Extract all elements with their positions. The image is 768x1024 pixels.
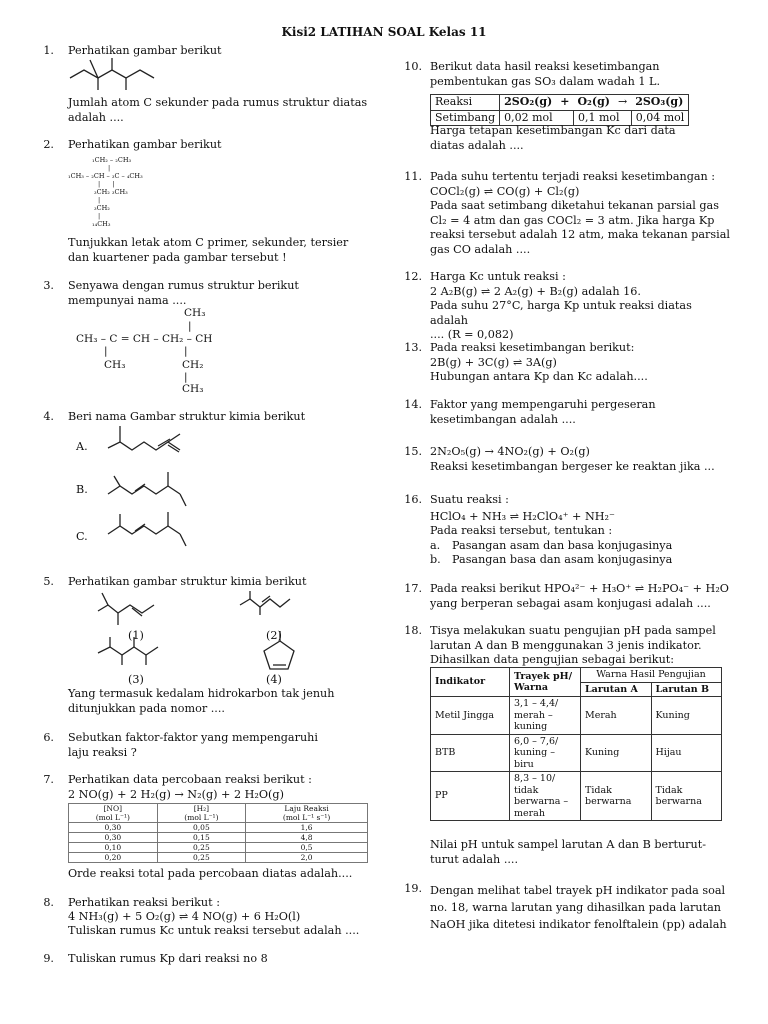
question-prompt: Tunjukkan letak atom C primer, sekunder, tersier dan kuartener pada gambar tersebut ! bbox=[68, 236, 349, 264]
question-text: Beri nama Gambar struktur kimia berikut bbox=[68, 410, 306, 423]
structure-line: ₁₄CH₃ bbox=[92, 220, 111, 228]
question-3 bbox=[30, 279, 370, 399]
question-number: 19. bbox=[404, 882, 422, 895]
question-text: Perhatikan data percobaan reaksi berikut : bbox=[68, 773, 312, 786]
question-text: Perhatikan gambar berikut bbox=[68, 44, 222, 57]
question-7 bbox=[30, 773, 370, 885]
structure-label: (2) bbox=[266, 629, 282, 642]
question-9 bbox=[30, 952, 370, 968]
question-text: Suatu reaksi : HClO₄ + NH₃ ⇌ H₂ClO₄⁺ + NH₂⁻ Pada reaksi tersebut, tentukan : a. Pasangan asam dan basa konjugasinya b. Pasangan basa dan asam konjugasinya bbox=[430, 493, 673, 566]
question-number: 18. bbox=[404, 624, 422, 637]
question-number: 3. bbox=[43, 279, 54, 292]
question-number: 6. bbox=[43, 731, 54, 744]
question-number: 13. bbox=[404, 341, 422, 354]
table-header: Larutan B bbox=[651, 682, 722, 697]
question-number: 4. bbox=[43, 410, 54, 423]
question-number: 5. bbox=[43, 575, 54, 588]
question-16 bbox=[398, 493, 728, 569]
structure-label: (3) bbox=[128, 673, 144, 686]
structure-line: CH₃ bbox=[184, 307, 206, 319]
question-text: Perhatikan gambar berikut bbox=[68, 138, 222, 151]
question-prompt: Nilai pH untuk sampel larutan A dan B berturut- turut adalah .... bbox=[430, 838, 707, 866]
condensed-structure-image: CH₃ | CH₃ – C = CH – CH₂ – CH | | CH₃ CH₂ | CH₃ bbox=[76, 307, 213, 395]
structure-line: ₃CH₂ ₃CH₃ bbox=[94, 188, 128, 196]
question-number: 14. bbox=[404, 398, 422, 411]
rate-data-table bbox=[68, 803, 368, 863]
structure-line: CH₃ bbox=[182, 383, 204, 395]
question-prompt: Tuliskan rumus Kc untuk reaksi tersebut adalah .... bbox=[68, 924, 360, 937]
question-number: 9. bbox=[43, 952, 54, 965]
question-number: 8. bbox=[43, 896, 54, 909]
reaction-equation: 4 NH₃(g) + 5 O₂(g) ⇌ 4 NO(g) + 6 H₂O(l) bbox=[68, 910, 301, 923]
question-1 bbox=[30, 44, 370, 124]
question-18 bbox=[398, 624, 728, 870]
table-header: Larutan A bbox=[581, 682, 652, 697]
question-text: 2N₂O₅(g) → 4NO₂(g) + O₂(g) Reaksi kesetimbangan bergeser ke reaktan jika ... bbox=[430, 445, 715, 473]
question-prompt: Orde reaksi total pada percobaan diatas adalah.... bbox=[68, 867, 353, 880]
structure-line: CH₃ – C = CH – CH₂ – CH bbox=[76, 333, 213, 345]
table-header: [NO] (mol L⁻¹) bbox=[69, 804, 158, 823]
question-number: 1. bbox=[43, 44, 54, 57]
question-number: 16. bbox=[404, 493, 422, 506]
table-row: PP 8,3 – 10/ tidak berwarna – merah Tidak berwarna Tidak berwarna bbox=[431, 772, 722, 821]
option-label: A. bbox=[76, 440, 88, 453]
question-text: Perhatikan reaksi berikut : bbox=[68, 896, 220, 909]
question-text: Senyawa dengan rumus struktur berikut mempunyai nama .... bbox=[68, 279, 299, 307]
question-number: 17. bbox=[404, 582, 422, 595]
option-label: B. bbox=[76, 483, 88, 496]
question-15 bbox=[398, 445, 728, 477]
table-header: [H₂] (mol L⁻¹) bbox=[157, 804, 246, 823]
question-8 bbox=[30, 896, 370, 942]
question-text: Faktor yang mempengaruhi pergeseran kesetimbangan adalah .... bbox=[430, 398, 656, 426]
table-header: Indikator bbox=[431, 668, 510, 697]
question-text: Tuliskan rumus Kp dari reaksi no 8 bbox=[68, 952, 268, 965]
table-row: Reaksi 2SO₂(g) + O₂(g) → 2SO₃(g) bbox=[431, 95, 689, 111]
question-text: Pada suhu tertentu terjadi reaksi kesetimbangan : COCl₂(g) ⇌ CO(g) + Cl₂(g) Pada saat setimbang diketahui tekanan parsial gas Cl₂ = 4 atm dan gas COCl₂ = 3 atm. Jika harga Kp reaksi tersebut adalah 12 atm, maka tekanan parsial gas CO adalah .... bbox=[430, 170, 730, 256]
table-row: 0,20 0,25 2,0 bbox=[69, 853, 368, 863]
question-13 bbox=[398, 341, 728, 387]
question-5 bbox=[30, 575, 370, 725]
question-text: Tisya melakukan suatu pengujian pH pada sampel larutan A dan B menggunakan 3 jenis indikator. Dihasilkan data pengujian sebagai berikut: bbox=[430, 624, 716, 666]
question-text: Dengan melihat tabel trayek pH indikator pada soal no. 18, warna larutan yang dihasilkan pada larutan NaOH jika ditetesi indikator fenolftalein (pp) adalah bbox=[430, 884, 727, 931]
table-row: 0,30 0,15 4,8 bbox=[69, 833, 368, 843]
option-label: C. bbox=[76, 530, 88, 543]
question-10 bbox=[398, 60, 728, 154]
structure-line: CH₃ bbox=[104, 359, 126, 371]
structure-label: (4) bbox=[266, 673, 282, 686]
question-number: 15. bbox=[404, 445, 422, 458]
question-text: Sebutkan faktor-faktor yang mempengaruhi laju reaksi ? bbox=[68, 731, 318, 759]
question-4 bbox=[30, 410, 370, 550]
table-row: 0,30 0,05 1,6 bbox=[69, 823, 368, 833]
skeletal-structure-image bbox=[70, 58, 170, 90]
question-number: 12. bbox=[404, 270, 422, 283]
condensed-structure-image: ₁CH₂ – ₂CH₃ | ₁CH₃ – ₂CH – ₃C – ₄CH₃ | | ₃CH₂ ₃CH₃ | ₃CH₂ | ₁₄CH₃ bbox=[68, 156, 143, 228]
question-text: Pada reaksi berikut HPO₄²⁻ + H₃O⁺ ⇌ H₂PO₄⁻ + H₂O yang berperan sebagai asam konjugasi adalah .... bbox=[430, 582, 729, 610]
structure-label: (1) bbox=[128, 629, 144, 642]
skeletal-structures-image bbox=[108, 424, 218, 554]
question-6 bbox=[30, 731, 370, 763]
equilibrium-table bbox=[430, 94, 689, 126]
indicator-table bbox=[430, 667, 722, 821]
table-header: Warna Hasil Pengujian bbox=[581, 668, 722, 683]
question-14 bbox=[398, 398, 728, 430]
table-row: 0,10 0,25 0,5 bbox=[69, 843, 368, 853]
structure-line: ₁CH₂ – ₂CH₃ bbox=[92, 156, 132, 164]
reaction-equation: 2 NO(g) + 2 H₂(g) → N₂(g) + 2 H₂O(g) bbox=[68, 788, 284, 801]
question-12 bbox=[398, 270, 728, 341]
structure-line: ₁CH₃ – ₂CH – ₃C – ₄CH₃ bbox=[68, 172, 143, 180]
question-text: Pada reaksi kesetimbangan berikut: 2B(g) + 3C(g) ⇌ 3A(g) Hubungan antara Kp dan Kc adalah.... bbox=[430, 341, 648, 383]
table-row: BTB 6,0 – 7,6/ kuning – biru Kuning Hijau bbox=[431, 734, 722, 772]
question-19 bbox=[398, 882, 728, 932]
question-text: Harga Kc untuk reaksi : 2 A₂B(g) ⇌ 2 A₂(g) + B₂(g) adalah 16. Pada suhu 27°C, harga Kp untuk reaksi diatas adalah .... (R = 0,082) bbox=[430, 270, 692, 341]
page-title: Kisi2 LATIHAN SOAL Kelas 11 bbox=[281, 25, 487, 39]
table-row: Metil Jingga 3,1 – 4,4/ merah – kuning Merah Kuning bbox=[431, 697, 722, 735]
question-number: 10. bbox=[404, 60, 422, 73]
question-number: 7. bbox=[43, 773, 54, 786]
table-row: Setimbang 0,02 mol 0,1 mol 0,04 mol bbox=[431, 110, 689, 126]
question-text: Perhatikan gambar struktur kimia berikut bbox=[68, 575, 307, 588]
table-header: Laju Reaksi (mol L⁻¹ s⁻¹) bbox=[246, 804, 368, 823]
question-prompt: Yang termasuk kedalam hidrokarbon tak jenuh ditunjukkan pada nomor .... bbox=[68, 687, 335, 715]
structure-line: ₃CH₂ bbox=[94, 204, 110, 212]
structure-line: CH₂ bbox=[182, 359, 204, 371]
table-header: Trayek pH/ Warna bbox=[510, 668, 581, 697]
question-prompt: Harga tetapan kesetimbangan Kc dari data diatas adalah .... bbox=[430, 124, 676, 152]
question-number: 11. bbox=[404, 170, 422, 183]
question-prompt: Jumlah atom C sekunder pada rumus struktur diatas adalah .... bbox=[68, 96, 368, 124]
question-17 bbox=[398, 582, 728, 614]
question-11 bbox=[398, 170, 728, 260]
question-number: 2. bbox=[43, 138, 54, 151]
question-text: Berikut data hasil reaksi kesetimbangan pembentukan gas SO₃ dalam wadah 1 L. bbox=[430, 60, 661, 88]
question-2 bbox=[30, 138, 370, 263]
